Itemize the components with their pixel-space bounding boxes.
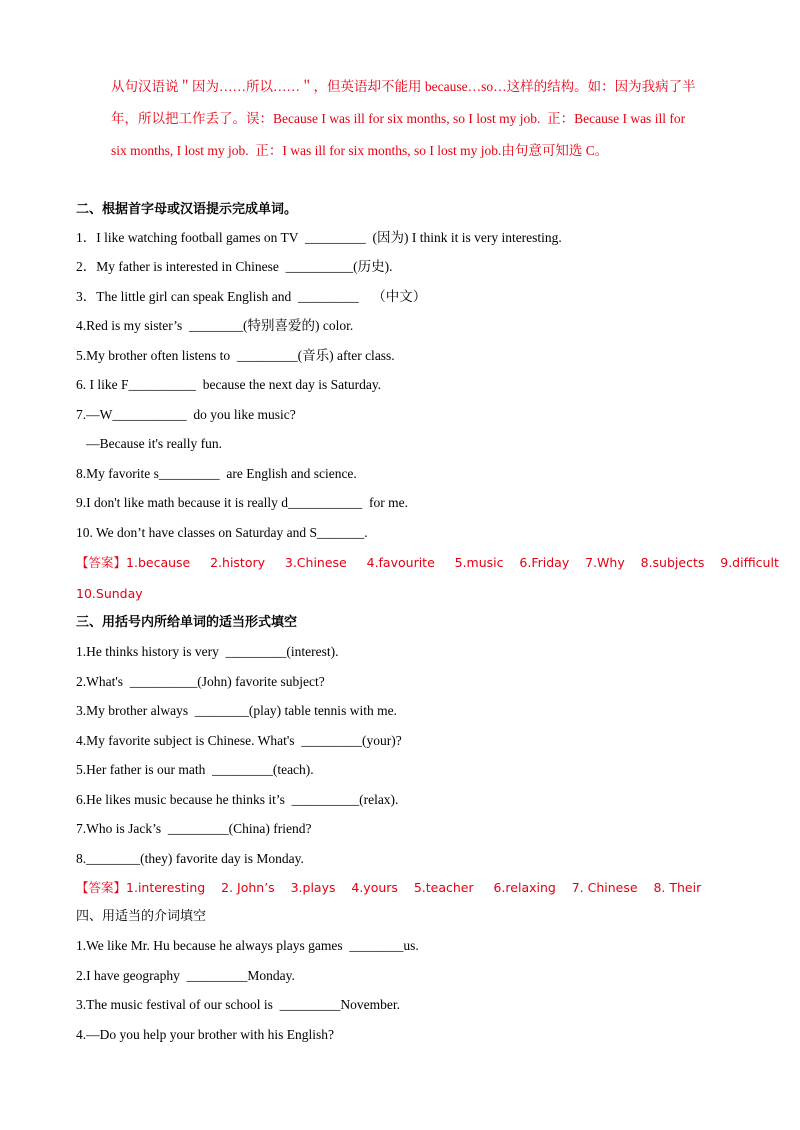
intro-line-1: 从句汉语说＂因为……所以……＂，但英语却不能用 because…so…这样的结构。如：因为我病了半 bbox=[111, 79, 696, 94]
question-3-8: 8.________(they) favorite day is Monday. bbox=[76, 851, 304, 866]
question-3-6: 6.He likes music because he thinks it’s __________(relax). bbox=[76, 792, 399, 807]
answer-values: 1.because 2.history 3.Chinese 4.favourite 5.music 6.Friday 7.Why 8.subjects 9.difficult bbox=[126, 555, 779, 570]
question-2-1: 1．I like watching football games on TV _________ (因为) I think it is very interesting. bbox=[76, 230, 562, 245]
question-2-2: 2．My father is interested in Chinese __________(历史). bbox=[76, 259, 393, 274]
question-2-3: 3．The little girl can speak English and _________ （中文） bbox=[76, 289, 427, 304]
section-3-heading: 三、用括号内所给单词的适当形式填空 bbox=[76, 615, 298, 630]
question-2-9: 9.I don't like math because it is really d___________ for me. bbox=[76, 495, 408, 510]
answer-values: 1.interesting 2. John’s 3.plays 4.yours 5.teacher 6.relaxing 7. Chinese 8. Their bbox=[126, 880, 702, 895]
question-2-8: 8.My favorite s_________ are English and science. bbox=[76, 466, 357, 481]
question-2-6: 6. I like F__________ because the next day is Saturday. bbox=[76, 377, 382, 392]
section-2-answer-cont: 10.Sunday bbox=[76, 586, 143, 601]
question-4-2: 2.I have geography _________Monday. bbox=[76, 968, 295, 983]
question-3-2: 2.What's __________(John) favorite subject? bbox=[76, 674, 325, 689]
answer-label: 【答案】 bbox=[76, 880, 127, 895]
question-2-10: 10. We don’t have classes on Saturday and S_______. bbox=[76, 525, 368, 540]
question-2-4: 4.Red is my sister’s ________(特别喜爱的) color. bbox=[76, 318, 354, 333]
section-4-heading: 四、用适当的介词填空 bbox=[76, 909, 207, 924]
question-2-7-reply: —Because it's really fun. bbox=[76, 436, 223, 451]
section-2-answer bbox=[76, 554, 779, 572]
question-3-5: 5.Her father is our math _________(teach). bbox=[76, 762, 314, 777]
section-3-answer bbox=[76, 879, 701, 897]
question-2-5: 5.My brother often listens to _________(音乐) after class. bbox=[76, 348, 395, 363]
intro-line-2: 年，所以把工作丢了。误：Because I was ill for six months, so I lost my job. 正：Because I was ill for bbox=[111, 111, 686, 126]
answer-label: 【答案】 bbox=[76, 555, 127, 570]
question-4-4: 4.—Do you help your brother with his English? bbox=[76, 1027, 334, 1042]
intro-line-3: six months, I lost my job. 正：I was ill for six months, so I lost my job.由句意可知选 C。 bbox=[111, 143, 609, 158]
section-2-heading: 二、根据首字母或汉语提示完成单词。 bbox=[76, 202, 298, 217]
question-3-4: 4.My favorite subject is Chinese. What's _________(your)? bbox=[76, 733, 402, 748]
question-3-1: 1.He thinks history is very _________(interest). bbox=[76, 644, 339, 659]
question-3-7: 7.Who is Jack’s _________(China) friend? bbox=[76, 821, 312, 836]
question-4-1: 1.We like Mr. Hu because he always plays games ________us. bbox=[76, 938, 419, 953]
question-4-3: 3.The music festival of our school is _________November. bbox=[76, 997, 400, 1012]
question-3-3: 3.My brother always ________(play) table tennis with me. bbox=[76, 703, 397, 718]
question-2-7: 7.—W___________ do you like music? bbox=[76, 407, 296, 422]
